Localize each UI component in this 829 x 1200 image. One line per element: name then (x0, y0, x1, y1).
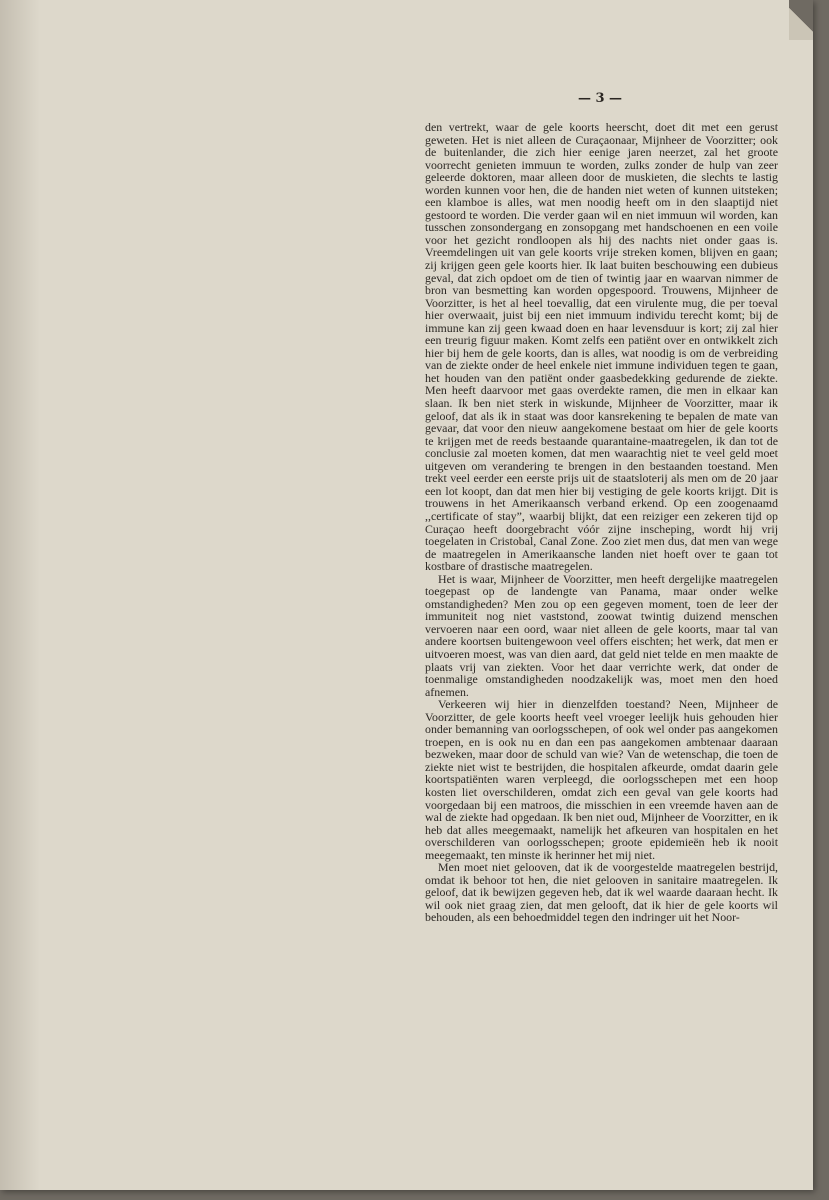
paragraph: Men moet niet gelooven, dat ik de voorgestelde maatregelen bestrijd, omdat ik behoor tot hen, die niet gelooven in sanitaire maatregelen. Ik geloof, dat ik bewijzen gegeven heb, dat ik wel waarde daaraan hecht. Ik wil ook niet graag zien, dat men gelooft, dat ik hier de gele koorts wil behouden, als een behoedmiddel tegen den indringer uit het Noor- (425, 860, 778, 925)
body-text-column (425, 121, 778, 924)
page-corner-fold (789, 0, 813, 40)
page-edge-shadow (0, 0, 40, 1190)
page-number: — 3 — (577, 91, 623, 106)
paragraph: Verkeeren wij hier in dienzelfden toestand? Neen, Mijnheer de Voorzitter, de gele koorts heeft veel vroeger leelijk huis gehouden hier onder bemanning van oorlogsschepen, of ook wel onder pas aangekomen troepen, en is ook nu en dan een pas aangekomen ambtenaar daaraan bezweken, maar door de schuld van wie? Van de wetenschap, die toen de ziekte niet wist te bestrijden, die hospitalen afkeurde, omdat daarin gele koortspatiënten waren verpleegd, die oorlogsschepen met een hoop kosten liet overschilderen, omdat zich een geval van gele koorts had voorgedaan bij een matroos, die misschien in een vreemde haven aan de wal de ziekte had opgedaan. Ik ben niet oud, Mijnheer de Voorzitter, en ik heb dat alles meegemaakt, namelijk het afkeuren van hospitalen en het overschilderen van oorlogsschepen; groote epidemieën heb ik nooit meegemaakt, ten minste ik herinner het mij niet. (425, 697, 778, 862)
paragraph: den vertrekt, waar de gele koorts heerscht, doet dit met een gerust geweten. Het is niet alleen de Curaçaonaar, Mijnheer de Voorzitter; ook de buitenlander, die zich hier eenige jaren neerzet, zal het groote voorrecht genieten immuun te worden, zulks zonder de hulp van zeer geleerde doktoren, maar alleen door de muskieten, die slechts te lastig worden kunnen voor hen, die de handen niet weten of kunnen uitsteken; een klamboe is alles, wat men noodig heeft om in den slaaptijd niet gestoord te worden. Die verder gaan wil en niet immuun wil worden, kan tusschen zonsondergang en zonsopgang met handschoenen en een voile voor het gezicht rondloopen als hij des nachts niet onder gaas is. Vreemdelingen uit van gele koorts vrije streken komen, blijven en gaan; zij krijgen geen gele koorts hier. Ik laat buiten beschouwing een dubieus geval, dat zich opdoet om de tien of twintig jaar en waarvan nimmer de bron van besmetting kan worden opgespoord. Trouwens, Mijnheer de Voorzitter, is het al heel toevallig, dat een virulente mug, die per toeval hier overwaait, juist bij een niet immuum individu terecht komt; bij de immune kan zij geen kwaad doen en haar levensduur is kort; zij zal hier een treurig figuur maken. Komt zelfs een patiënt over en ontwikkelt zich hier bij hem de gele koorts, dan is alles, wat noodig is om de verbreiding van de ziekte onder de heel enkele niet immune individuen tegen te gaan, het houden van den patiënt onder gaasbedekking gedurende de ziekte. Men heeft daarvoor met gaas overdekte ramen, die men in elkaar kan slaan. Ik ben niet sterk in wiskunde, Mijnheer de Voorzitter, maar ik geloof, dat als ik in staat was door kansrekening te bepalen de mate van gevaar, dat voor den nieuw aangekomene bestaat om hier de gele koorts te krijgen met de reeds bestaande quarantaine-maatregelen, ik dan tot de conclusie zal moeten komen, dat men waarachtig niet te veel geld moet uitgeven om verandering te brengen in den bestaanden toestand. Men trekt veel eerder een eerste prijs uit de staatsloterij als men om de 20 jaar een lot koopt, dan dat men hier bij vestiging de gele koorts krijgt. Dit is trouwens in het Amerikaansch verband erkend. Op een zoogenaamd ,,certificate of stay”, waarbij blijkt, dat een reiziger een zekeren tijd op Curaçao heeft doorgebracht vóór zijne inscheping, wordt hij vrij toegelaten in Cristobal, Canal Zone. Zoo ziet men dus, dat men van wege de maatregelen in Amerikaansche landen niet hoeft over te gaan tot kostbare of drastische maatregelen. (425, 120, 778, 574)
paragraph: Het is waar, Mijnheer de Voorzitter, men heeft dergelijke maatregelen toegepast op de landengte van Panama, maar onder welke omstandigheden? Men zou op een gegeven moment, toen de leer der immuniteit nog niet vaststond, zoowat twintig duizend menschen vervoeren naar een oord, waar niet alleen de gele koorts, maar tal van andere koortsen buitengewoon veel offers eischten; het werk, dat men er uitvoeren moest, was van dien aard, dat geld niet telde en men maakte de plaats vrij van ziekten. Voor het daar verrichte werk, dat onder de toenmalige omstandigheden noodzakelijk was, moet men den hoed afnemen. (425, 571, 778, 699)
